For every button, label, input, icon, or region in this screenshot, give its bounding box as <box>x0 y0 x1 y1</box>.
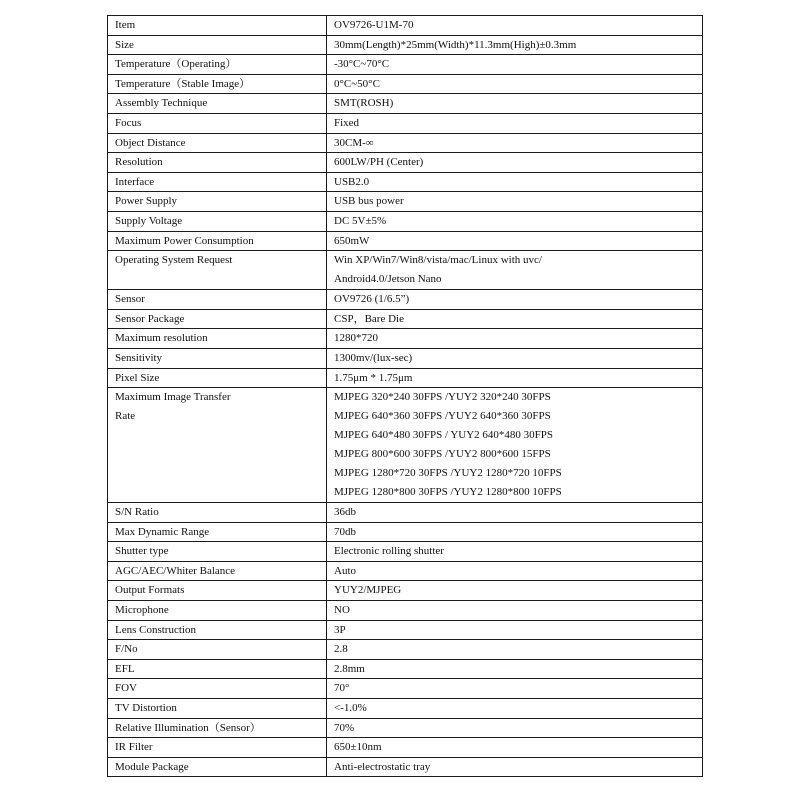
spec-row <box>108 388 703 503</box>
spec-value-cell <box>327 620 703 640</box>
spec-row <box>108 172 703 192</box>
spec-label: S/N Ratio <box>115 506 159 519</box>
spec-label-cell <box>108 211 327 231</box>
spec-value: 0°C~50°C <box>334 77 380 90</box>
spec-label: Max Dynamic Range <box>115 525 210 538</box>
spec-value: MJPEG 800*600 30FPS /YUY2 800*600 15FPS <box>334 448 551 461</box>
spec-label-cell <box>108 35 327 55</box>
spec-value-cell <box>327 192 703 212</box>
spec-value: Fixed <box>334 116 360 129</box>
spec-label: TV Distortion <box>115 702 177 715</box>
spec-row <box>108 133 703 153</box>
spec-value: 2.8mm <box>334 662 365 675</box>
spec-label: Rate <box>115 410 136 423</box>
spec-label: Interface <box>115 175 155 188</box>
spec-row <box>108 542 703 562</box>
spec-label: Module Package <box>115 760 189 773</box>
spec-value: OV9726-U1M-70 <box>334 19 414 31</box>
spec-label-cell <box>108 620 327 640</box>
spec-value-cell <box>327 738 703 758</box>
spec-value-cell <box>327 113 703 133</box>
spec-row <box>108 620 703 640</box>
spec-value-cell <box>327 368 703 388</box>
spec-value-cell <box>327 679 703 699</box>
spec-value: 70db <box>334 525 356 538</box>
spec-row <box>108 16 703 36</box>
spec-value-cell <box>327 133 703 153</box>
spec-label-cell <box>108 348 327 368</box>
spec-label-cell <box>108 679 327 699</box>
spec-value-cell <box>327 94 703 114</box>
spec-label: Power Supply <box>115 195 178 208</box>
spec-value-cell <box>327 329 703 349</box>
spec-label-cell <box>108 738 327 758</box>
spec-row <box>108 211 703 231</box>
spec-value-cell <box>327 581 703 601</box>
spec-label: Object Distance <box>115 136 186 149</box>
spec-label-cell <box>108 309 327 329</box>
spec-row <box>108 290 703 310</box>
spec-value-cell <box>327 211 703 231</box>
spec-value: 650±10nm <box>334 741 382 754</box>
spec-row <box>108 522 703 542</box>
spec-label: AGC/AEC/Whiter Balance <box>115 564 236 577</box>
spec-row <box>108 659 703 679</box>
spec-row <box>108 368 703 388</box>
spec-label: Maximum resolution <box>115 332 208 345</box>
spec-label-cell <box>108 601 327 621</box>
spec-row <box>108 251 703 290</box>
spec-label-cell <box>108 172 327 192</box>
spec-value: CSP，Bare Die <box>334 312 404 325</box>
spec-row <box>108 153 703 173</box>
spec-label: IR Filter <box>115 741 153 754</box>
spec-label-cell <box>108 522 327 542</box>
spec-value-cell <box>327 290 703 310</box>
spec-value-cell <box>327 388 703 503</box>
spec-value-cell <box>327 55 703 75</box>
spec-row <box>108 35 703 55</box>
spec-value: Electronic rolling shutter <box>334 545 444 558</box>
spec-value-cell <box>327 601 703 621</box>
spec-value: SMT(ROSH) <box>334 97 394 110</box>
spec-value-cell <box>327 699 703 719</box>
spec-value: NO <box>334 604 350 617</box>
spec-value: 30CM-∞ <box>334 136 374 149</box>
spec-row <box>108 503 703 523</box>
spec-row <box>108 699 703 719</box>
spec-value: 650mW <box>334 234 370 247</box>
spec-value: YUY2/MJPEG <box>334 584 402 597</box>
spec-label: Pixel Size <box>115 371 160 384</box>
spec-value: -30°C~70°C <box>334 58 390 71</box>
spec-value-cell <box>327 172 703 192</box>
spec-label: Item <box>115 19 136 31</box>
spec-row <box>108 718 703 738</box>
spec-value-cell <box>327 251 703 290</box>
spec-row <box>108 329 703 349</box>
spec-value: Auto <box>334 564 356 577</box>
spec-value: MJPEG 640*360 30FPS /YUY2 640*360 30FPS <box>334 410 551 423</box>
spec-value: 70% <box>334 721 355 734</box>
spec-value-cell <box>327 35 703 55</box>
spec-label-cell <box>108 388 327 503</box>
spec-label-cell <box>108 329 327 349</box>
spec-value-cell <box>327 503 703 523</box>
spec-label-cell <box>108 231 327 251</box>
spec-value-cell <box>327 231 703 251</box>
spec-label-cell <box>108 133 327 153</box>
spec-row <box>108 601 703 621</box>
spec-row <box>108 561 703 581</box>
spec-value-cell <box>327 74 703 94</box>
spec-row <box>108 192 703 212</box>
spec-row <box>108 757 703 777</box>
spec-table <box>107 15 703 777</box>
spec-value-cell <box>327 718 703 738</box>
spec-value: USB bus power <box>334 195 404 208</box>
spec-label: Focus <box>115 116 142 129</box>
spec-label: EFL <box>115 662 135 675</box>
spec-value: MJPEG 320*240 30FPS /YUY2 320*240 30FPS <box>334 391 551 404</box>
spec-label-cell <box>108 699 327 719</box>
spec-label-cell <box>108 94 327 114</box>
spec-value: 36db <box>334 506 356 519</box>
spec-label: Operating System Request <box>115 254 233 267</box>
spec-label-cell <box>108 153 327 173</box>
spec-row <box>108 113 703 133</box>
spec-label: Lens Construction <box>115 623 196 636</box>
spec-value-cell <box>327 153 703 173</box>
spec-label: Assembly Technique <box>115 97 208 110</box>
spec-label: Sensor Package <box>115 312 185 325</box>
spec-row <box>108 738 703 758</box>
spec-label: Supply Voltage <box>115 214 183 227</box>
spec-value: Android4.0/Jetson Nano <box>334 273 442 286</box>
spec-value-cell <box>327 16 703 36</box>
spec-label-cell <box>108 757 327 777</box>
spec-label: Microphone <box>115 604 169 617</box>
spec-row <box>108 679 703 699</box>
spec-label-cell <box>108 55 327 75</box>
spec-label: Temperature（Operating） <box>115 58 237 71</box>
spec-value: 1.75μm * 1.75μm <box>334 371 413 384</box>
spec-label-cell <box>108 542 327 562</box>
spec-row <box>108 348 703 368</box>
spec-value-cell <box>327 659 703 679</box>
spec-value: <-1.0% <box>334 702 367 715</box>
spec-value: USB2.0 <box>334 175 370 188</box>
spec-value-cell <box>327 542 703 562</box>
spec-row <box>108 55 703 75</box>
spec-label-cell <box>108 74 327 94</box>
spec-label: Resolution <box>115 156 163 169</box>
spec-table-body <box>108 16 703 777</box>
spec-label: Sensor <box>115 293 145 306</box>
spec-label-cell <box>108 581 327 601</box>
spec-label: F/No <box>115 643 138 656</box>
spec-label-cell <box>108 290 327 310</box>
spec-value: 600LW/PH (Center) <box>334 156 424 169</box>
spec-value: 30mm(Length)*25mm(Width)*11.3mm(High)±0.3mm <box>334 38 577 51</box>
spec-value: MJPEG 640*480 30FPS / YUY2 640*480 30FPS <box>334 429 554 442</box>
spec-label: FOV <box>115 682 138 695</box>
spec-value: Win XP/Win7/Win8/vista/mac/Linux with uvc/ <box>334 254 542 267</box>
spec-value: 3P <box>334 623 346 636</box>
spec-row <box>108 309 703 329</box>
spec-label: Maximum Power Consumption <box>115 234 254 247</box>
spec-row <box>108 231 703 251</box>
spec-value: 1300mv/(lux-sec) <box>334 351 413 364</box>
spec-label: Size <box>115 38 134 51</box>
spec-row <box>108 94 703 114</box>
spec-label-cell <box>108 113 327 133</box>
spec-label-cell <box>108 368 327 388</box>
spec-label-cell <box>108 718 327 738</box>
spec-label: Temperature（Stable Image） <box>115 77 251 90</box>
spec-label: Relative Illumination（Sensor） <box>115 721 261 734</box>
spec-label-cell <box>108 640 327 660</box>
spec-label-cell <box>108 192 327 212</box>
spec-value-cell <box>327 757 703 777</box>
spec-value-cell <box>327 348 703 368</box>
spec-label: Shutter type <box>115 545 169 558</box>
spec-row <box>108 640 703 660</box>
spec-value: DC 5V±5% <box>334 214 387 227</box>
spec-value: 70° <box>334 682 350 695</box>
spec-label: Maximum Image Transfer <box>115 391 231 404</box>
spec-label: Output Formats <box>115 584 185 597</box>
spec-label-cell <box>108 251 327 290</box>
spec-label-cell <box>108 561 327 581</box>
spec-value-cell <box>327 640 703 660</box>
spec-row <box>108 581 703 601</box>
spec-value: OV9726 (1/6.5”) <box>334 293 410 306</box>
spec-value: MJPEG 1280*800 30FPS /YUY2 1280*800 10FPS <box>334 486 562 499</box>
spec-value: Anti-electrostatic tray <box>334 760 431 773</box>
spec-value-cell <box>327 561 703 581</box>
spec-label-cell <box>108 503 327 523</box>
spec-value: 1280*720 <box>334 332 378 345</box>
spec-label-cell <box>108 16 327 36</box>
spec-row <box>108 74 703 94</box>
spec-value-cell <box>327 522 703 542</box>
spec-value: MJPEG 1280*720 30FPS /YUY2 1280*720 10FPS <box>334 467 562 480</box>
spec-label-cell <box>108 659 327 679</box>
spec-value-cell <box>327 309 703 329</box>
spec-value: 2.8 <box>334 643 348 656</box>
spec-label: Sensitivity <box>115 351 163 364</box>
